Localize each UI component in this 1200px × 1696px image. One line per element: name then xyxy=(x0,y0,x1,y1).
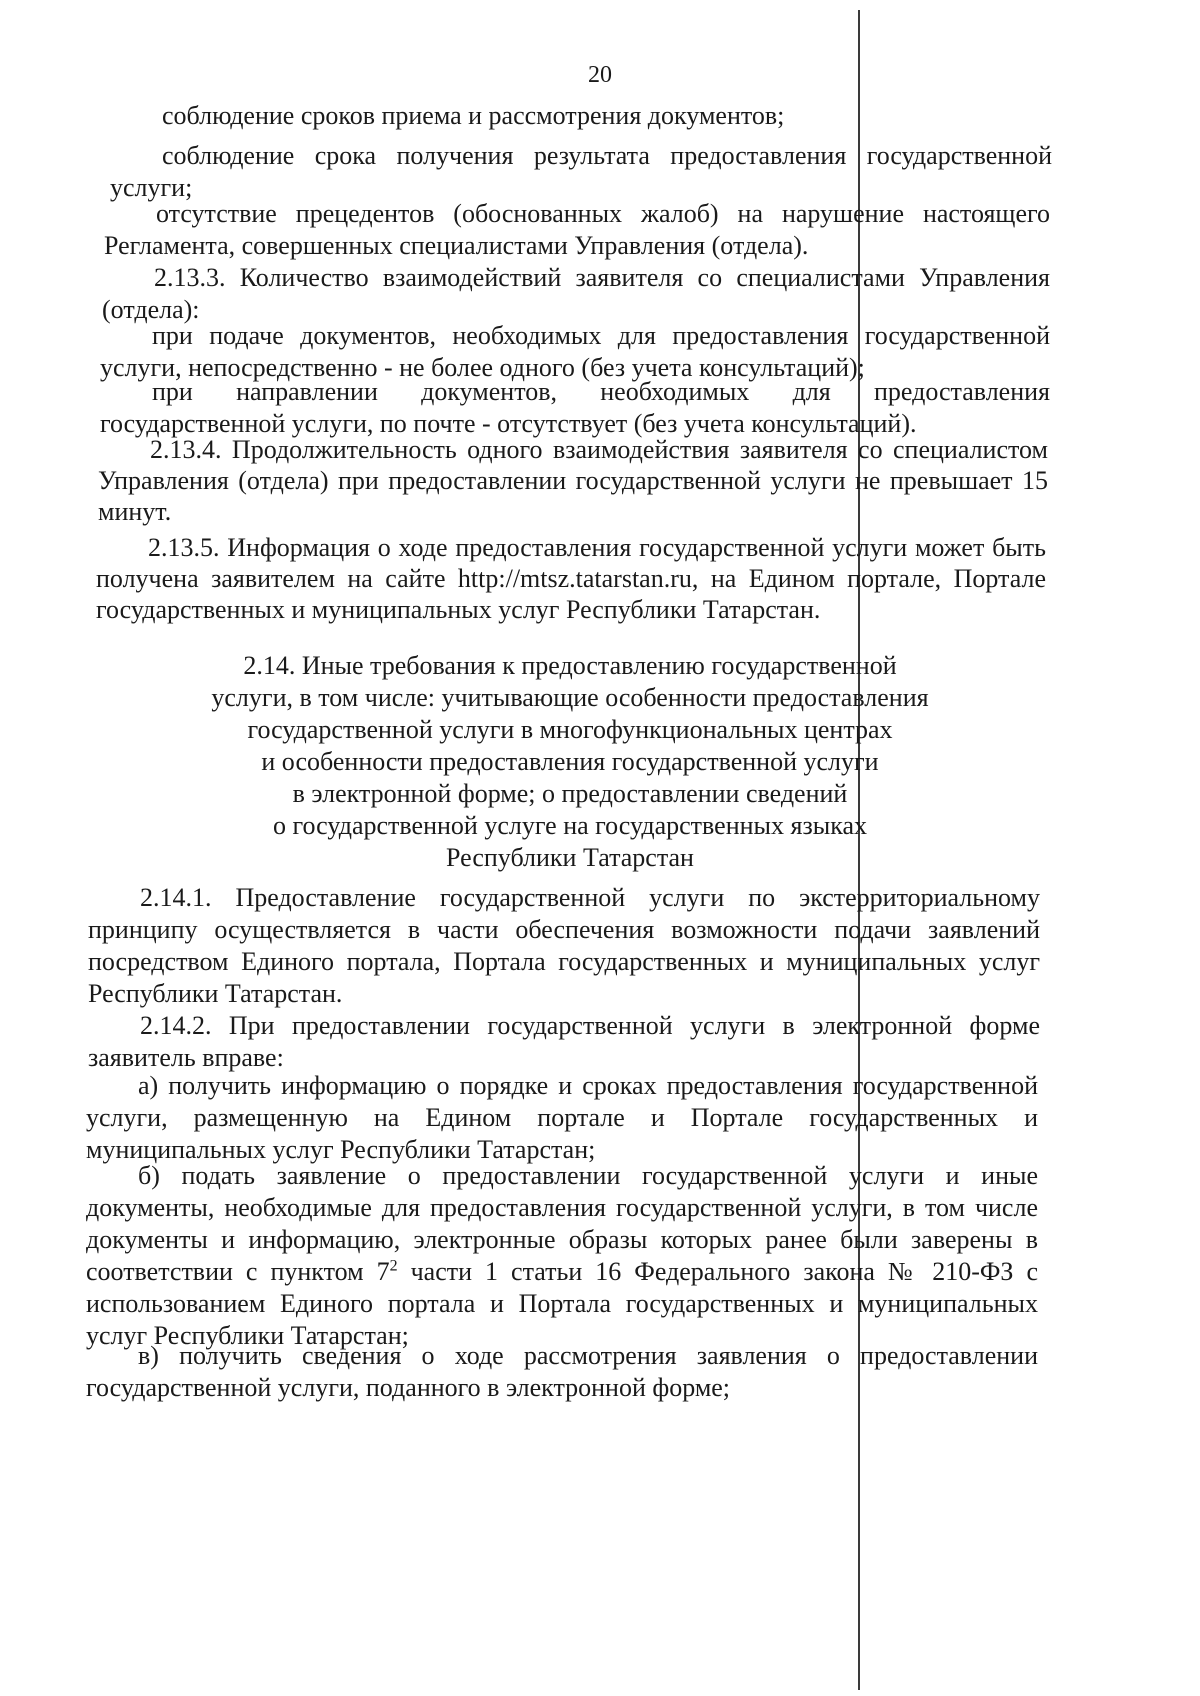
paragraph: 2.13.3. Количество взаимодействий заявителя со специалистами Управления (отдела): xyxy=(102,263,1050,324)
paragraph-text: б) подать заявление о предоставлении государственной услуги и иные документы, необходимые для предоставления государственной услуги, в том числе документы и информацию, электронные образы которых ранее были заверены в соответствии с пунктом 7 xyxy=(86,1161,1038,1286)
paragraph: отсутствие прецедентов (обоснованных жалоб) на нарушение настоящего Регламента, совершенных специалистами Управления (отдела). xyxy=(104,199,1050,260)
paragraph: 2.13.5. Информация о ходе предоставления государственной услуги может быть получена заявителем на сайте http://mtsz.tatarstan.ru, на Едином портале, Портале государственных и муниципальных услуг Республики Татарстан. xyxy=(96,533,1046,624)
paragraph xyxy=(86,1160,1038,1352)
paragraph: 2.13.4. Продолжительность одного взаимодействия заявителя со специалистом Управления (отдела) при предоставлении государственной услуги не превышает 15 минут. xyxy=(98,435,1048,526)
paragraph: соблюдение срока получения результата предоставления государственной услуги; xyxy=(110,141,1052,202)
heading-line: Республики Татарстан xyxy=(446,843,694,872)
page-number: 20 xyxy=(588,62,612,88)
paragraph-text: части 1 статьи 16 Федерального закона № 210-ФЗ с использованием Единого портала и Портала государственных и муниципальных услуг Республики Татарстан; xyxy=(86,1257,1039,1350)
paragraph: 2.14.2. При предоставлении государственной услуги в электронной форме заявитель вправе: xyxy=(88,1011,1040,1072)
paragraph: 2.14.1. Предоставление государственной услуги по экстерриториальному принципу осуществляется в части обеспечения возможности подачи заявлений посредством Единого портала, Портала государственных и муниципальных услуг Республики Татарстан. xyxy=(88,883,1040,1008)
paragraph: в) получить сведения о ходе рассмотрения заявления о предоставлении государственной услуги, поданного в электронной форме; xyxy=(86,1341,1038,1402)
heading-line: о государственной услуге на государственных языках xyxy=(273,811,867,840)
heading-line: услуги, в том числе: учитывающие особенности предоставления xyxy=(211,683,929,712)
heading-line: в электронной форме; о предоставлении сведений xyxy=(292,779,848,808)
paragraph: а) получить информацию о порядке и сроках предоставления государственной услуги, размещенную на Едином портале и Портале государственных и муниципальных услуг Республики Татарстан; xyxy=(86,1071,1038,1164)
heading-line: 2.14. Иные требования к предоставлению государственной xyxy=(243,651,897,680)
section-heading xyxy=(130,650,1010,874)
heading-line: и особенности предоставления государственной услуги xyxy=(261,747,879,776)
superscript: 2 xyxy=(389,1257,398,1275)
paragraph: при подаче документов, необходимых для предоставления государственной услуги, непосредственно - не более одного (без учета консультаций); xyxy=(100,321,1050,382)
paragraph: соблюдение сроков приема и рассмотрения документов; xyxy=(162,101,785,130)
heading-line: государственной услуги в многофункциональных центрах xyxy=(247,715,893,744)
paragraph: при направлении документов, необходимых для предоставления государственной услуги, по почте - отсутствует (без учета консультаций). xyxy=(100,377,1050,438)
